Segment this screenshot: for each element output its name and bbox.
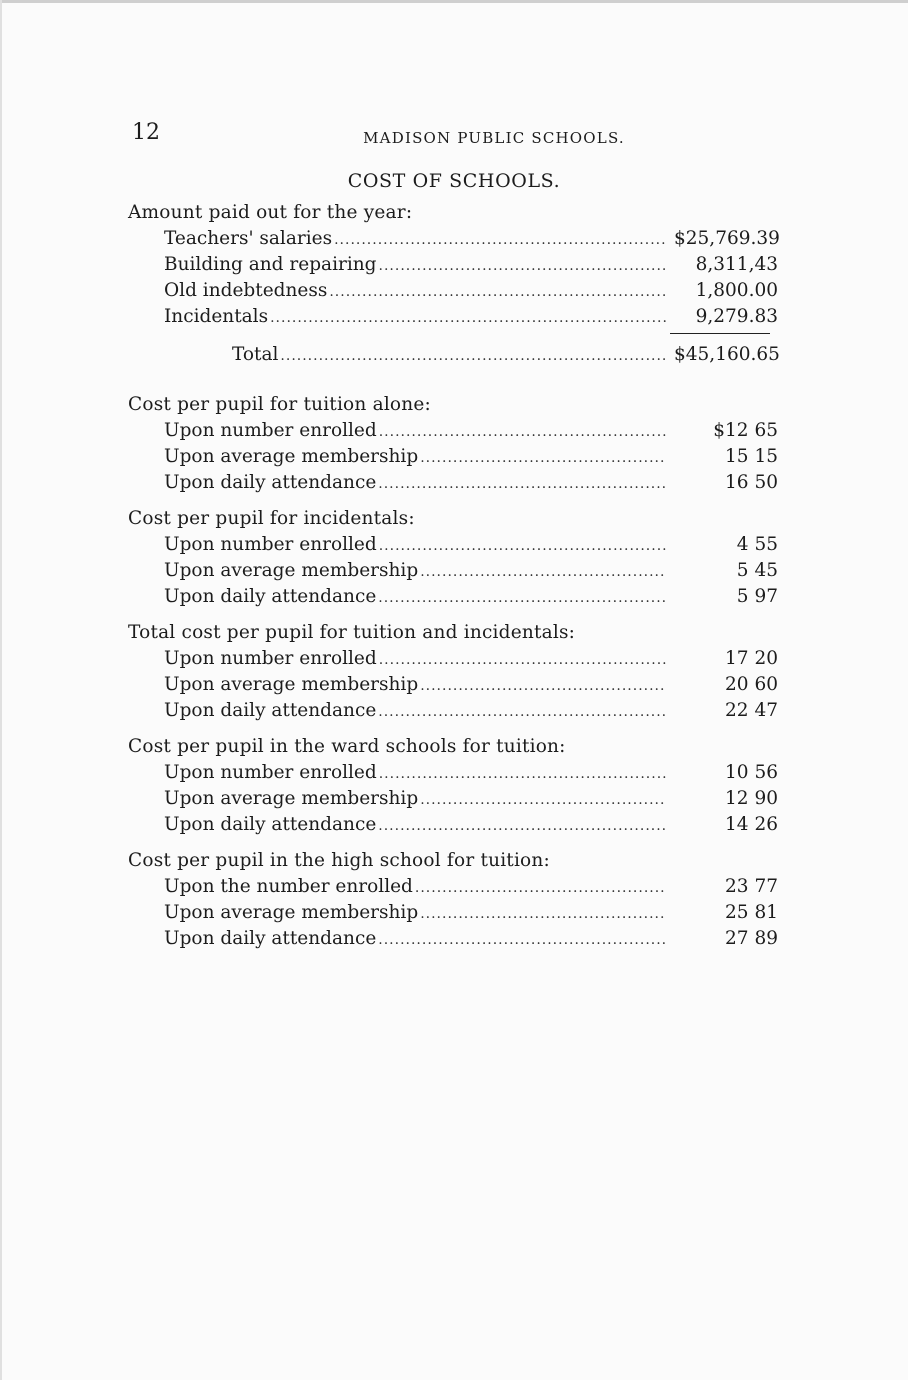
row-amount: 5 97 — [736, 586, 778, 607]
row-label: Upon daily attendance — [164, 814, 377, 835]
row-amount: 12 90 — [725, 788, 778, 809]
dot-leader — [378, 699, 666, 725]
row-label: Upon number enrolled — [164, 648, 377, 669]
dot-leader — [420, 787, 666, 813]
dot-leader — [379, 533, 666, 559]
ledger-row — [128, 646, 778, 672]
ledger-row — [128, 470, 778, 496]
ledger-row — [128, 874, 778, 900]
ledger-row — [128, 926, 778, 952]
running-head — [0, 129, 908, 147]
row-label: Upon daily attendance — [164, 928, 377, 949]
row-label: Incidentals — [164, 306, 269, 327]
row-label: Upon average membership — [164, 788, 419, 809]
dot-leader — [379, 419, 666, 445]
row-amount: 25 81 — [725, 902, 778, 923]
row-amount: 9,279.83 — [695, 306, 778, 327]
ledger-row — [128, 278, 778, 304]
dot-leader — [379, 647, 666, 673]
high-school-section — [128, 848, 778, 952]
sum-rule-wrap — [128, 330, 778, 332]
ledger-row — [128, 698, 778, 724]
section-heading: Amount paid out for the year: — [128, 202, 413, 223]
ledger-row — [128, 786, 778, 812]
dot-leader — [420, 445, 666, 471]
row-label: Upon average membership — [164, 674, 419, 695]
amount-paid-section — [128, 200, 778, 382]
page-left-edge — [0, 0, 2, 1380]
row-amount: 5 45 — [736, 560, 778, 581]
row-amount: 4 55 — [736, 534, 778, 555]
dot-leader — [378, 813, 666, 839]
running-head-text: MADISON PUBLIC SCHOOLS. — [363, 129, 625, 147]
ledger-row — [128, 532, 778, 558]
row-label: Upon number enrolled — [164, 762, 377, 783]
page-title — [0, 170, 908, 192]
page-top-edge — [0, 0, 908, 3]
dot-leader — [378, 585, 666, 611]
total-cost-section — [128, 620, 778, 724]
ledger-row — [128, 812, 778, 838]
row-amount: 22 47 — [725, 700, 778, 721]
row-amount: 14 26 — [725, 814, 778, 835]
section-heading: Total cost per pupil for tuition and incidentals: — [128, 622, 576, 643]
section-heading: Cost per pupil for tuition alone: — [128, 394, 431, 415]
row-label: Upon average membership — [164, 902, 419, 923]
dot-leader — [378, 471, 666, 497]
ledger-row — [128, 444, 778, 470]
dot-leader — [415, 875, 666, 901]
dot-leader — [329, 279, 666, 305]
ledger-row — [128, 558, 778, 584]
dot-leader — [420, 673, 666, 699]
row-label: Upon number enrolled — [164, 534, 377, 555]
row-label: Teachers' salaries — [164, 228, 333, 249]
row-label: Upon daily attendance — [164, 700, 377, 721]
row-amount: 23 77 — [725, 876, 778, 897]
row-amount: 16 50 — [725, 472, 778, 493]
dot-leader — [420, 559, 666, 585]
ledger-row — [128, 418, 778, 444]
row-label: Building and repairing — [164, 254, 377, 275]
dot-leader — [379, 253, 666, 279]
ledger-row — [128, 584, 778, 610]
row-label: Upon daily attendance — [164, 586, 377, 607]
dot-leader — [280, 343, 666, 369]
section-heading: Cost per pupil for incidentals: — [128, 508, 415, 529]
sum-rule — [670, 333, 770, 334]
row-amount: 8,311,43 — [695, 254, 778, 275]
dot-leader — [379, 761, 666, 787]
dot-leader — [420, 901, 666, 927]
dot-leader — [270, 305, 666, 331]
dot-leader — [378, 927, 666, 953]
page-title-text: COST OF SCHOOLS. — [347, 170, 561, 192]
ledger-row — [128, 900, 778, 926]
row-label: Upon the number enrolled — [164, 876, 413, 897]
ledger-row — [128, 304, 778, 330]
row-label: Upon average membership — [164, 560, 419, 581]
row-amount: 10 56 — [725, 762, 778, 783]
row-amount: $12 65 — [713, 420, 778, 441]
ledger-row — [128, 226, 778, 252]
row-amount: 20 60 — [725, 674, 778, 695]
dot-leader — [334, 227, 666, 253]
total-amount: $45,160.65 — [674, 344, 780, 365]
tuition-alone-section — [128, 392, 778, 496]
spacer — [128, 368, 778, 382]
row-amount: 15 15 — [725, 446, 778, 467]
row-amount: 1,800.00 — [695, 280, 778, 301]
row-amount: 27 89 — [725, 928, 778, 949]
ledger-row — [128, 252, 778, 278]
page-number: 12 — [132, 120, 160, 145]
total-row — [128, 342, 778, 368]
row-amount: $25,769.39 — [674, 228, 780, 249]
row-label: Upon daily attendance — [164, 472, 377, 493]
row-label: Upon number enrolled — [164, 420, 377, 441]
total-label: Total — [232, 344, 279, 365]
row-amount: 17 20 — [725, 648, 778, 669]
row-label: Old indebtedness — [164, 280, 328, 301]
ledger-row — [128, 760, 778, 786]
ward-schools-section — [128, 734, 778, 838]
incidentals-section — [128, 506, 778, 610]
cost-tables — [128, 200, 778, 962]
section-heading: Cost per pupil in the ward schools for tuition: — [128, 736, 566, 757]
row-label: Upon average membership — [164, 446, 419, 467]
section-heading: Cost per pupil in the high school for tuition: — [128, 850, 550, 871]
ledger-row — [128, 672, 778, 698]
